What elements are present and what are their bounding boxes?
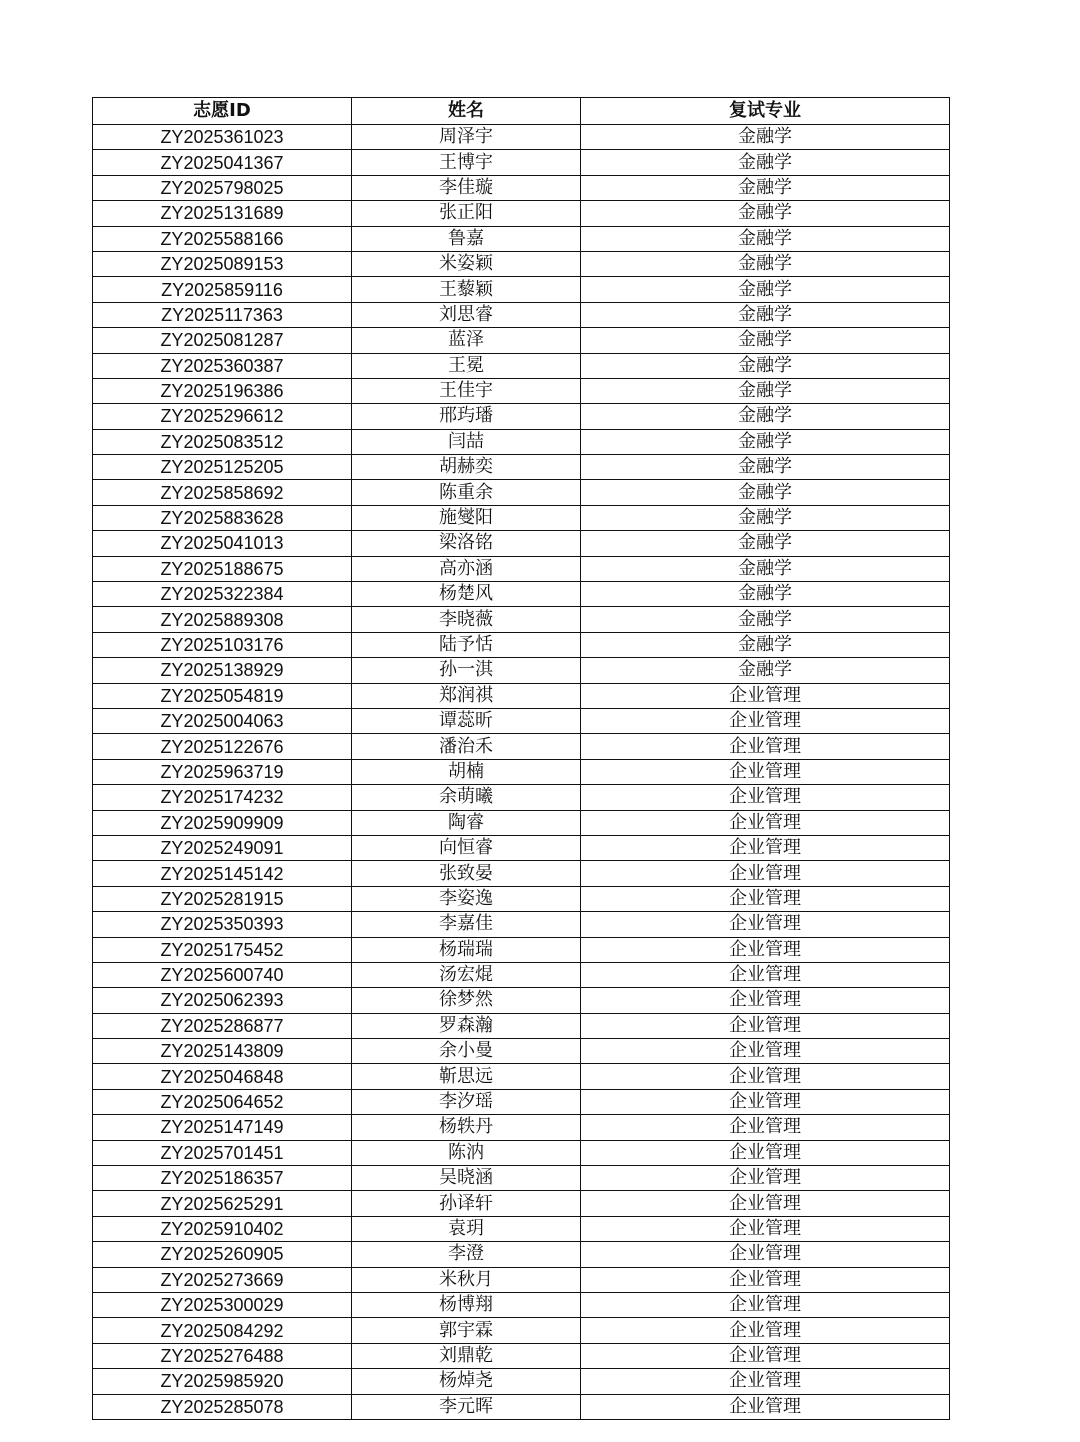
cell-volunteer-id: ZY2025300029	[93, 1292, 352, 1317]
table-row	[93, 683, 950, 708]
cell-name: 李姿逸	[352, 886, 581, 911]
table-row	[93, 1166, 950, 1191]
cell-retest-major: 企业管理	[581, 1166, 950, 1191]
cell-retest-major: 企业管理	[581, 1292, 950, 1317]
table-row	[93, 912, 950, 937]
cell-volunteer-id: ZY2025117363	[93, 302, 352, 327]
cell-retest-major: 企业管理	[581, 1318, 950, 1343]
cell-retest-major: 企业管理	[581, 1089, 950, 1114]
table-row	[93, 175, 950, 200]
cell-retest-major: 金融学	[581, 404, 950, 429]
cell-name: 罗森瀚	[352, 1013, 581, 1038]
cell-volunteer-id: ZY2025701451	[93, 1140, 352, 1165]
table-row	[93, 1191, 950, 1216]
cell-volunteer-id: ZY2025083512	[93, 429, 352, 454]
table-row	[93, 1216, 950, 1241]
cell-name: 施燮阳	[352, 505, 581, 530]
cell-retest-major: 企业管理	[581, 1064, 950, 1089]
cell-retest-major: 企业管理	[581, 1343, 950, 1368]
cell-retest-major: 金融学	[581, 429, 950, 454]
cell-name: 李佳璇	[352, 175, 581, 200]
cell-volunteer-id: ZY2025985920	[93, 1369, 352, 1394]
table-row	[93, 1140, 950, 1165]
cell-volunteer-id: ZY2025910402	[93, 1216, 352, 1241]
table-row	[93, 632, 950, 657]
cell-name: 刘思睿	[352, 302, 581, 327]
cell-name: 杨瑞瑞	[352, 937, 581, 962]
cell-volunteer-id: ZY2025188675	[93, 556, 352, 581]
cell-name: 吴晓涵	[352, 1166, 581, 1191]
cell-name: 李汐瑶	[352, 1089, 581, 1114]
cell-volunteer-id: ZY2025858692	[93, 480, 352, 505]
table-row	[93, 1064, 950, 1089]
table-row	[93, 404, 950, 429]
table-row	[93, 582, 950, 607]
header-retest-major: 复试专业	[581, 98, 950, 125]
cell-retest-major: 企业管理	[581, 810, 950, 835]
cell-volunteer-id: ZY2025041367	[93, 150, 352, 175]
cell-name: 杨轶丹	[352, 1115, 581, 1140]
cell-retest-major: 企业管理	[581, 912, 950, 937]
table-row	[93, 886, 950, 911]
table-row	[93, 937, 950, 962]
cell-volunteer-id: ZY2025859116	[93, 277, 352, 302]
cell-volunteer-id: ZY2025103176	[93, 632, 352, 657]
cell-name: 李晓薇	[352, 607, 581, 632]
cell-volunteer-id: ZY2025196386	[93, 378, 352, 403]
cell-retest-major: 金融学	[581, 125, 950, 150]
table-row	[93, 785, 950, 810]
cell-volunteer-id: ZY2025131689	[93, 201, 352, 226]
cell-retest-major: 企业管理	[581, 1267, 950, 1292]
table-row	[93, 1292, 950, 1317]
candidate-table	[92, 97, 950, 1420]
cell-retest-major: 企业管理	[581, 1369, 950, 1394]
table-row	[93, 1394, 950, 1419]
table-row	[93, 378, 950, 403]
cell-name: 王佳宇	[352, 378, 581, 403]
table-row	[93, 1369, 950, 1394]
cell-name: 谭蕊昕	[352, 708, 581, 733]
table-row	[93, 988, 950, 1013]
table-body	[93, 125, 950, 1420]
cell-retest-major: 企业管理	[581, 1394, 950, 1419]
cell-retest-major: 企业管理	[581, 1191, 950, 1216]
cell-volunteer-id: ZY2025600740	[93, 962, 352, 987]
cell-retest-major: 金融学	[581, 480, 950, 505]
cell-retest-major: 企业管理	[581, 1039, 950, 1064]
table-row	[93, 328, 950, 353]
table-row	[93, 607, 950, 632]
cell-volunteer-id: ZY2025138929	[93, 658, 352, 683]
cell-retest-major: 金融学	[581, 302, 950, 327]
table-row	[93, 1089, 950, 1114]
cell-volunteer-id: ZY2025174232	[93, 785, 352, 810]
cell-retest-major: 企业管理	[581, 988, 950, 1013]
table-row	[93, 835, 950, 860]
cell-retest-major: 金融学	[581, 531, 950, 556]
cell-name: 潘治禾	[352, 734, 581, 759]
cell-name: 张致晏	[352, 861, 581, 886]
cell-volunteer-id: ZY2025249091	[93, 835, 352, 860]
cell-name: 周泽宇	[352, 125, 581, 150]
header-name: 姓名	[352, 98, 581, 125]
cell-volunteer-id: ZY2025360387	[93, 353, 352, 378]
cell-name: 陆予恬	[352, 632, 581, 657]
cell-retest-major: 金融学	[581, 353, 950, 378]
cell-volunteer-id: ZY2025883628	[93, 505, 352, 530]
cell-name: 陶睿	[352, 810, 581, 835]
cell-retest-major: 企业管理	[581, 1115, 950, 1140]
cell-retest-major: 企业管理	[581, 683, 950, 708]
cell-volunteer-id: ZY2025276488	[93, 1343, 352, 1368]
cell-name: 杨楚风	[352, 582, 581, 607]
cell-retest-major: 企业管理	[581, 734, 950, 759]
table-row	[93, 734, 950, 759]
cell-volunteer-id: ZY2025296612	[93, 404, 352, 429]
cell-volunteer-id: ZY2025147149	[93, 1115, 352, 1140]
cell-volunteer-id: ZY2025046848	[93, 1064, 352, 1089]
table-row	[93, 125, 950, 150]
cell-name: 靳思远	[352, 1064, 581, 1089]
cell-name: 孙译轩	[352, 1191, 581, 1216]
table-row	[93, 1039, 950, 1064]
cell-name: 胡赫奕	[352, 455, 581, 480]
cell-retest-major: 企业管理	[581, 785, 950, 810]
cell-volunteer-id: ZY2025588166	[93, 226, 352, 251]
cell-retest-major: 金融学	[581, 607, 950, 632]
table-row	[93, 353, 950, 378]
cell-volunteer-id: ZY2025089153	[93, 251, 352, 276]
cell-name: 邢玙璠	[352, 404, 581, 429]
table-row	[93, 1267, 950, 1292]
cell-retest-major: 金融学	[581, 632, 950, 657]
table-row	[93, 150, 950, 175]
table-row	[93, 1013, 950, 1038]
cell-name: 孙一淇	[352, 658, 581, 683]
cell-retest-major: 企业管理	[581, 1216, 950, 1241]
cell-retest-major: 企业管理	[581, 861, 950, 886]
table-row	[93, 708, 950, 733]
cell-volunteer-id: ZY2025798025	[93, 175, 352, 200]
cell-retest-major: 金融学	[581, 226, 950, 251]
cell-retest-major: 金融学	[581, 505, 950, 530]
cell-retest-major: 企业管理	[581, 759, 950, 784]
cell-volunteer-id: ZY2025064652	[93, 1089, 352, 1114]
cell-name: 陈重余	[352, 480, 581, 505]
cell-name: 闫喆	[352, 429, 581, 454]
cell-volunteer-id: ZY2025273669	[93, 1267, 352, 1292]
table-row	[93, 658, 950, 683]
cell-retest-major: 金融学	[581, 150, 950, 175]
cell-volunteer-id: ZY2025281915	[93, 886, 352, 911]
cell-volunteer-id: ZY2025361023	[93, 125, 352, 150]
table-row	[93, 302, 950, 327]
cell-volunteer-id: ZY2025625291	[93, 1191, 352, 1216]
table-row	[93, 480, 950, 505]
cell-retest-major: 企业管理	[581, 1242, 950, 1267]
cell-volunteer-id: ZY2025145142	[93, 861, 352, 886]
table-row	[93, 505, 950, 530]
cell-name: 徐梦然	[352, 988, 581, 1013]
cell-retest-major: 企业管理	[581, 1140, 950, 1165]
cell-volunteer-id: ZY2025125205	[93, 455, 352, 480]
cell-volunteer-id: ZY2025260905	[93, 1242, 352, 1267]
cell-retest-major: 金融学	[581, 582, 950, 607]
cell-name: 刘鼎乾	[352, 1343, 581, 1368]
cell-name: 郭宇霖	[352, 1318, 581, 1343]
table-row	[93, 455, 950, 480]
cell-retest-major: 企业管理	[581, 708, 950, 733]
header-row	[93, 98, 950, 125]
cell-retest-major: 金融学	[581, 201, 950, 226]
table-row	[93, 962, 950, 987]
cell-volunteer-id: ZY2025909909	[93, 810, 352, 835]
cell-name: 米秋月	[352, 1267, 581, 1292]
header-volunteer-id: 志愿ID	[93, 98, 352, 125]
cell-name: 陈汭	[352, 1140, 581, 1165]
cell-name: 杨博翔	[352, 1292, 581, 1317]
table-row	[93, 277, 950, 302]
cell-name: 向恒睿	[352, 835, 581, 860]
cell-name: 李元晖	[352, 1394, 581, 1419]
table-row	[93, 556, 950, 581]
cell-name: 王博宇	[352, 150, 581, 175]
table-row	[93, 1242, 950, 1267]
cell-volunteer-id: ZY2025062393	[93, 988, 352, 1013]
cell-retest-major: 金融学	[581, 556, 950, 581]
cell-name: 胡楠	[352, 759, 581, 784]
cell-volunteer-id: ZY2025286877	[93, 1013, 352, 1038]
table-row	[93, 251, 950, 276]
cell-retest-major: 金融学	[581, 175, 950, 200]
cell-volunteer-id: ZY2025186357	[93, 1166, 352, 1191]
cell-volunteer-id: ZY2025350393	[93, 912, 352, 937]
cell-retest-major: 金融学	[581, 277, 950, 302]
cell-volunteer-id: ZY2025285078	[93, 1394, 352, 1419]
cell-name: 袁玥	[352, 1216, 581, 1241]
cell-name: 余小曼	[352, 1039, 581, 1064]
cell-retest-major: 企业管理	[581, 835, 950, 860]
cell-name: 李澄	[352, 1242, 581, 1267]
cell-volunteer-id: ZY2025041013	[93, 531, 352, 556]
cell-volunteer-id: ZY2025004063	[93, 708, 352, 733]
cell-name: 张正阳	[352, 201, 581, 226]
cell-retest-major: 企业管理	[581, 1013, 950, 1038]
table-row	[93, 1115, 950, 1140]
table-row	[93, 1343, 950, 1368]
table-row	[93, 759, 950, 784]
table-row	[93, 429, 950, 454]
cell-volunteer-id: ZY2025175452	[93, 937, 352, 962]
cell-volunteer-id: ZY2025889308	[93, 607, 352, 632]
cell-name: 王冕	[352, 353, 581, 378]
cell-name: 米姿颖	[352, 251, 581, 276]
cell-volunteer-id: ZY2025963719	[93, 759, 352, 784]
cell-retest-major: 企业管理	[581, 962, 950, 987]
cell-name: 汤宏焜	[352, 962, 581, 987]
cell-retest-major: 金融学	[581, 378, 950, 403]
cell-volunteer-id: ZY2025084292	[93, 1318, 352, 1343]
cell-retest-major: 企业管理	[581, 937, 950, 962]
table-row	[93, 201, 950, 226]
cell-retest-major: 金融学	[581, 658, 950, 683]
cell-name: 梁洛铭	[352, 531, 581, 556]
cell-name: 鲁嘉	[352, 226, 581, 251]
table-header	[93, 98, 950, 125]
table-row	[93, 1318, 950, 1343]
cell-retest-major: 金融学	[581, 251, 950, 276]
table-row	[93, 531, 950, 556]
cell-volunteer-id: ZY2025122676	[93, 734, 352, 759]
table-row	[93, 810, 950, 835]
cell-retest-major: 金融学	[581, 455, 950, 480]
cell-retest-major: 企业管理	[581, 886, 950, 911]
cell-name: 蓝泽	[352, 328, 581, 353]
cell-volunteer-id: ZY2025081287	[93, 328, 352, 353]
cell-volunteer-id: ZY2025054819	[93, 683, 352, 708]
cell-name: 杨焯尧	[352, 1369, 581, 1394]
table-row	[93, 226, 950, 251]
cell-name: 王藜颖	[352, 277, 581, 302]
table-row	[93, 861, 950, 886]
cell-retest-major: 金融学	[581, 328, 950, 353]
cell-name: 李嘉佳	[352, 912, 581, 937]
cell-volunteer-id: ZY2025322384	[93, 582, 352, 607]
cell-volunteer-id: ZY2025143809	[93, 1039, 352, 1064]
cell-name: 郑润祺	[352, 683, 581, 708]
cell-name: 高亦涵	[352, 556, 581, 581]
cell-name: 余萌曦	[352, 785, 581, 810]
